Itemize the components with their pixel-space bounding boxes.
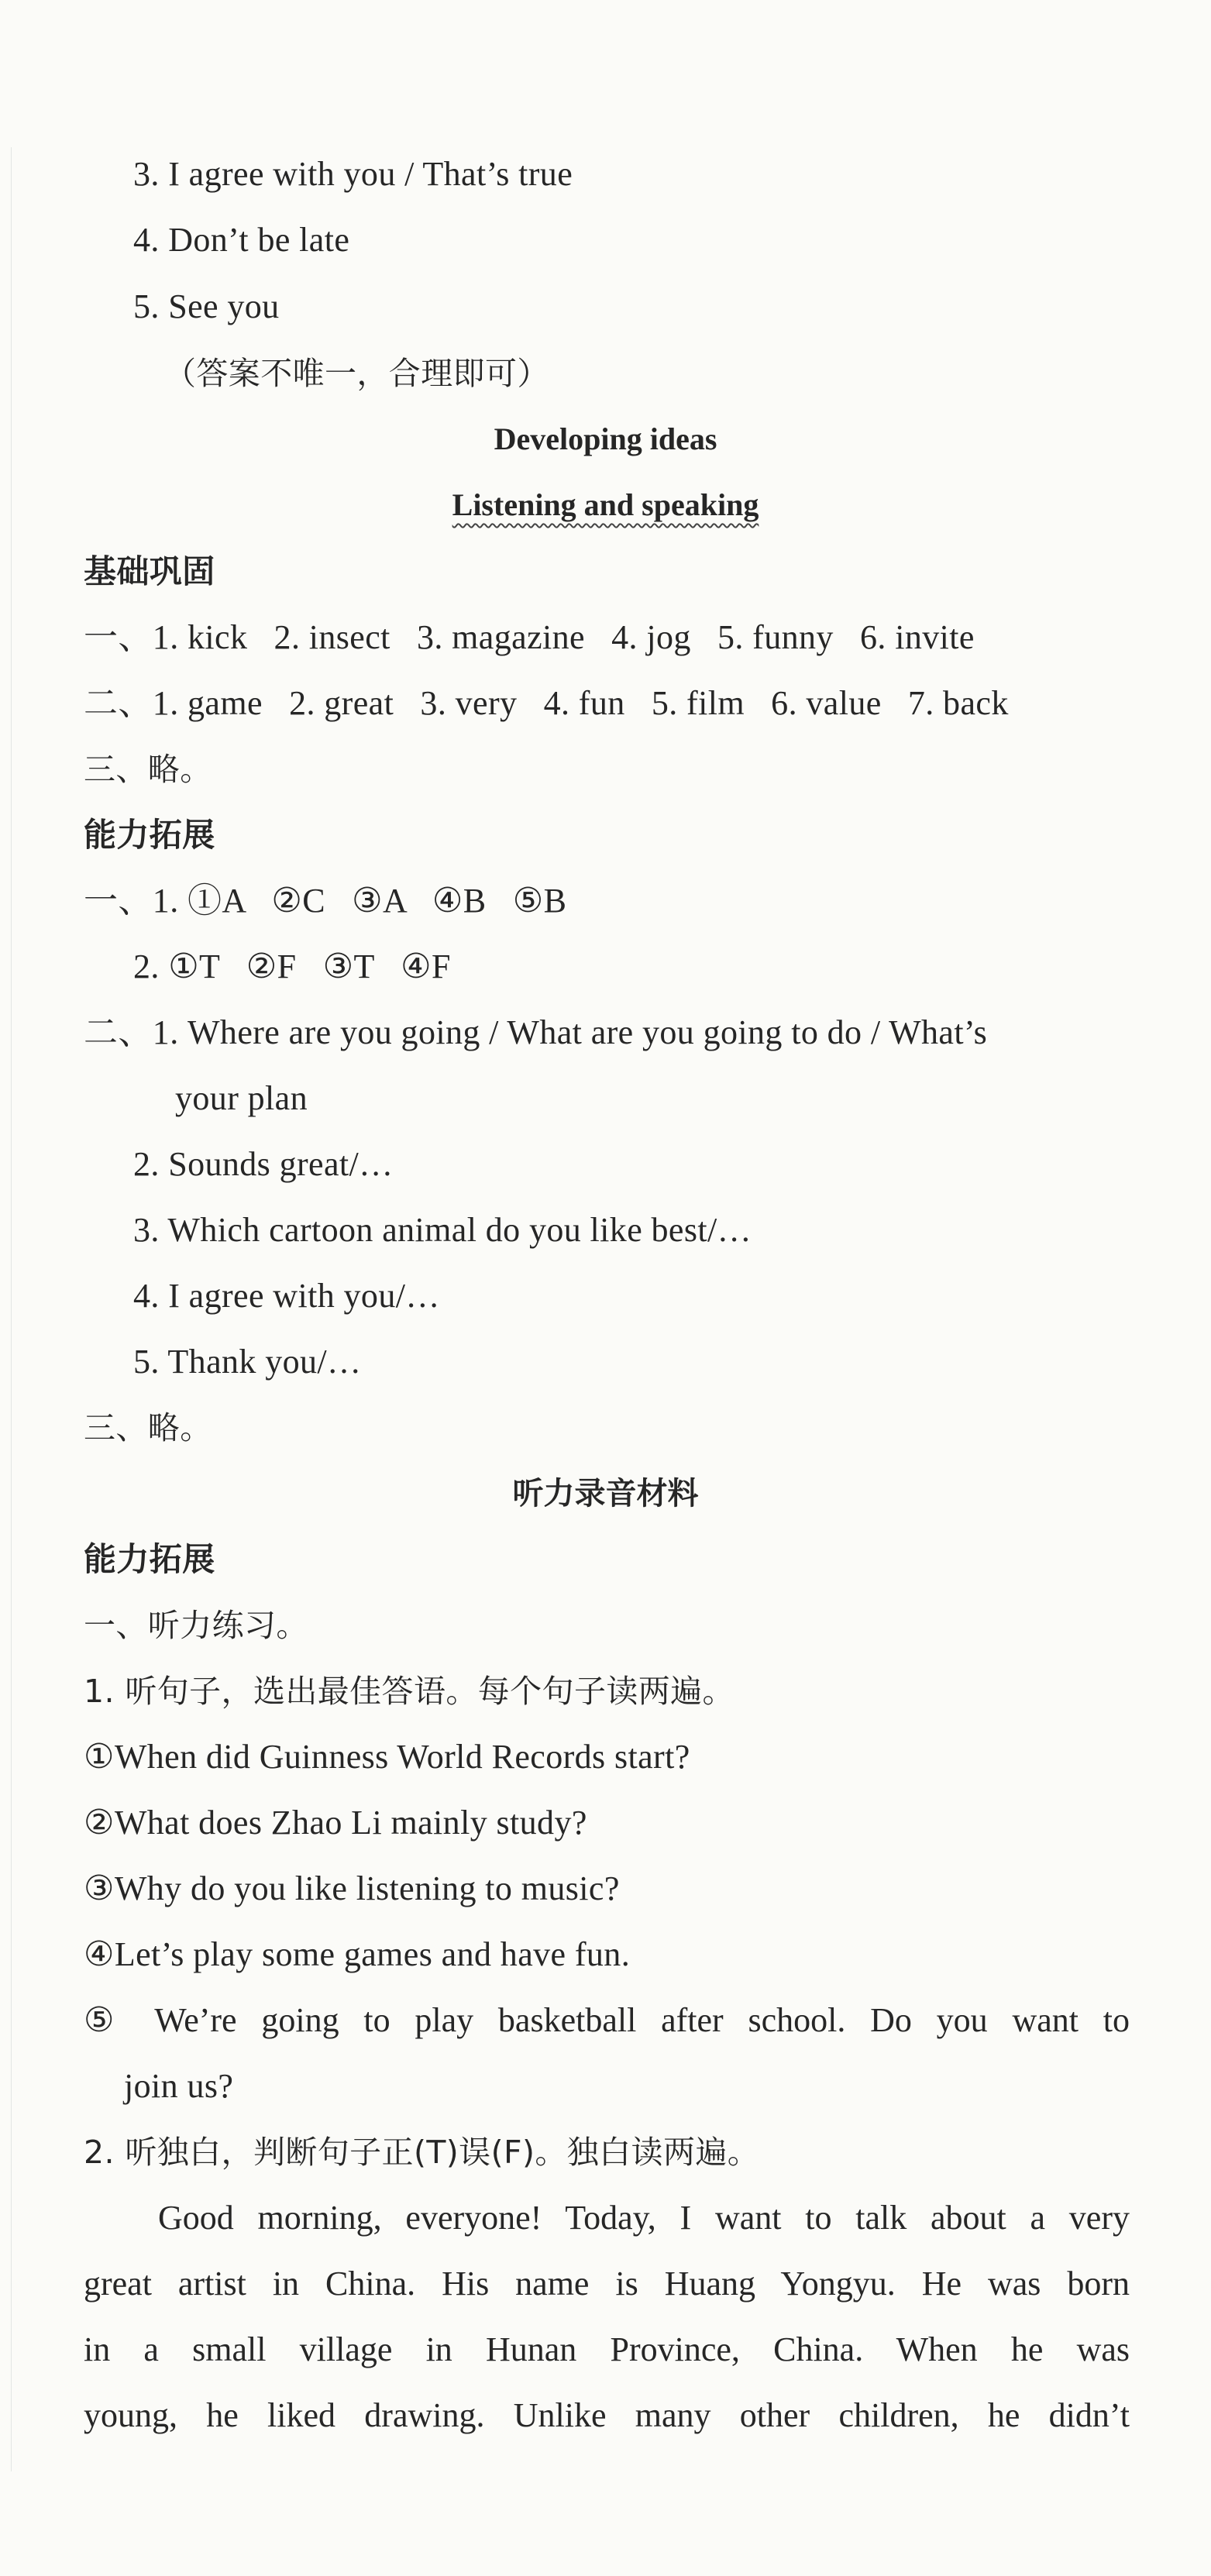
listening-title: 听力录音材料 [512,1476,699,1512]
ability-row-last: 三、略。 [84,1409,212,1446]
subsection-title-wrap [0,482,1211,528]
listening-instruction-2: 2. 听独白，判断句子正(T)误(F)。独白读两遍。 [84,2134,760,2171]
listening-sentence: ③Why do you like listening to music? [84,1869,620,1907]
monologue-line: Good morning, everyone! Today, I want to talk about a very [158,2199,1130,2237]
ability-item: 4. I agree with you/… [133,1277,440,1315]
monologue-line: in a small village in Hunan Province, China. When he was [84,2330,1130,2368]
answer-line: 5. See you [133,287,280,325]
ability-heading: 能力拓展 [84,816,215,854]
listening-instruction-1: 1. 听句子，选出最佳答语。每个句子读两遍。 [84,1673,735,1710]
subsection-title: Listening and speaking [452,487,759,522]
answer-note: （答案不唯一，合理即可） [164,355,549,392]
listening-heading: 能力拓展 [84,1540,215,1578]
ability-row-3a: 二、1. Where are you going / What are you going to do / What’s [84,1013,988,1051]
listening-sentence: ①When did Guinness World Records start? [84,1738,690,1776]
basic-row-3: 三、略。 [84,751,212,788]
answer-line: 4. Don’t be late [133,221,350,259]
ability-row-3b: your plan [175,1079,308,1117]
ability-item: 2. Sounds great/… [133,1145,394,1183]
monologue-line: young, he liked drawing. Unlike many other children, he didn’t [84,2396,1130,2434]
listening-sentence: ④Let’s play some games and have fun. [84,1935,631,1973]
ability-item: 3. Which cartoon animal do you like best/… [133,1211,752,1249]
basic-heading: 基础巩固 [84,552,215,590]
ability-row-1: 一、1. ①A ②C ③A ④B ⑤B [84,882,567,920]
section-title: Developing ideas [494,421,717,456]
basic-row-2: 二、1. game 2. great 3. very 4. fun 5. film 6. value 7. back [84,684,1009,722]
monologue-line: great artist in China. His name is Huang Yongyu. He was born [84,2265,1130,2303]
ability-item: 5. Thank you/… [133,1343,362,1381]
listening-sentence-5b: join us? [124,2067,234,2105]
answer-line: 3. I agree with you / That’s true [133,155,573,193]
listening-part-1: 一、听力练习。 [84,1607,308,1644]
ability-row-2: 2. ①T ②F ③T ④F [133,948,451,985]
listening-sentence-5a: ⑤ We’re going to play basketball after school. Do you want to [84,2001,1130,2039]
basic-row-1: 一、1. kick 2. insect 3. magazine 4. jog 5. funny 6. invite [84,618,975,656]
listening-sentence: ②What does Zhao Li mainly study? [84,1804,587,1842]
